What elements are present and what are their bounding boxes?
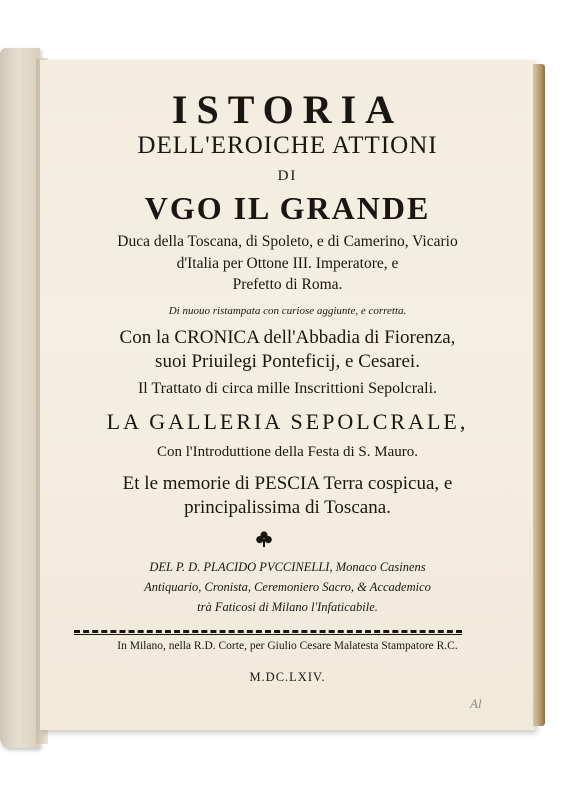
contents-line-5: Con l'Introduttione della Festa di S. Mauro.: [156, 444, 418, 460]
edition-note: Di nuouo ristampata con curiose aggiunte, e corretta.: [168, 305, 407, 317]
imprint-line: In Milano, nella R.D. Corte, per Giulio Cesare Malatesta Stampatore R.C.: [117, 640, 458, 652]
author-line-3: trà Faticosi di Milano l'Infaticabile.: [197, 600, 378, 614]
contents-line-6: Et le memorie di PESCIA Terra cospicua, e: [122, 473, 453, 494]
title-line-4: VGO IL GRANDE: [144, 190, 431, 226]
fleuron-club-icon: [255, 530, 273, 548]
title-line-1: ISTORIA: [171, 87, 404, 132]
contents-line-4: LA GALLERIA SEPOLCRALE,: [106, 409, 469, 434]
subtitle-line-2: d'Italia per Ottone III. Imperatore, e: [176, 255, 399, 272]
author-line-2: Antiquario, Cronista, Ceremoniero Sacro, & Accademico: [144, 580, 431, 594]
publication-date: M.DC.LXIV.: [249, 670, 326, 684]
contents-line-2: suoi Priuilegi Ponteficij, e Cesarei.: [155, 351, 420, 372]
contents-line-7: principalissima di Toscana.: [184, 497, 391, 518]
author-line-1: DEL P. D. PLACIDO PVCCINELLI, Monaco Casinens: [149, 560, 426, 574]
ornamental-rule: [74, 630, 462, 633]
contents-line-3: Il Trattato di circa mille Inscrittioni Sepolcrali.: [137, 380, 438, 397]
contents-line-1: Con la CRONICA dell'Abbadia di Fiorenza,: [119, 327, 456, 348]
title-line-3: DI: [277, 168, 298, 184]
title-line-2: DELL'EROICHE ATTIONI: [137, 132, 438, 159]
pencil-annotation: Al: [470, 696, 482, 711]
subtitle-line-1: Duca della Toscana, di Spoleto, e di Camerino, Vicario: [117, 233, 458, 250]
subtitle-line-3: Prefetto di Roma.: [232, 276, 343, 293]
thin-rule: [74, 634, 462, 635]
book-cover-board: [0, 48, 40, 748]
